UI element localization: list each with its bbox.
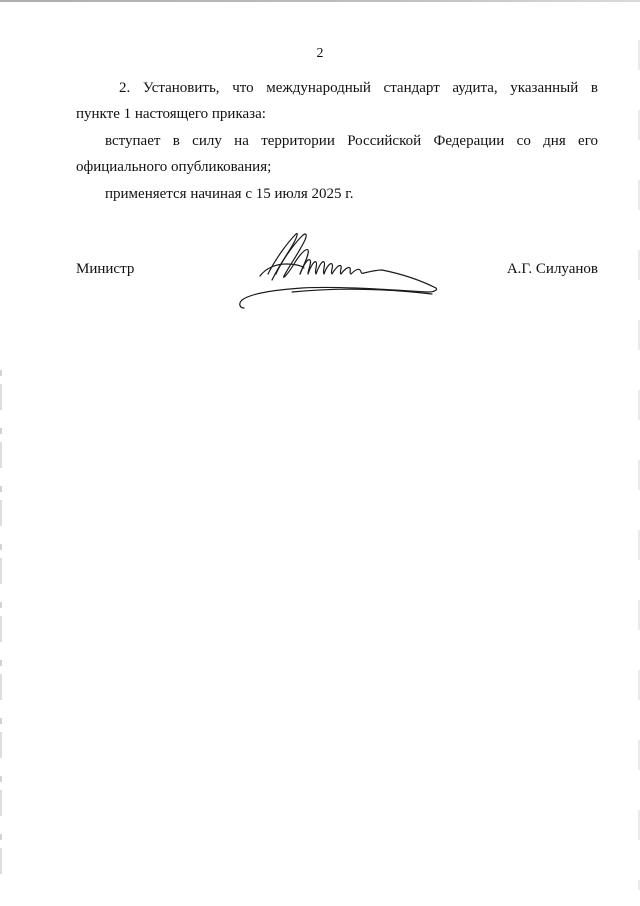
page-number: 2 [316,46,324,61]
paragraph-3: применяется начиная с 15 июля 2025 г. [105,186,354,202]
paragraph-1-line-2: пункте 1 настоящего приказа: [76,106,266,122]
paragraph-1-line-1: 2. Установить, что международный стандарт аудита, указанный в [119,80,598,96]
scan-edge-left [0,370,2,890]
signatory-title: Министр [76,261,135,277]
paragraph-2-line-1: вступает в силу на территории Российской Федерации со дня его [105,133,598,149]
handwritten-signature [232,224,444,314]
scan-edge-top [0,0,640,2]
paragraph-2-line-2: официального опубликования; [76,159,272,175]
signatory-name: А.Г. Силуанов [506,261,598,277]
